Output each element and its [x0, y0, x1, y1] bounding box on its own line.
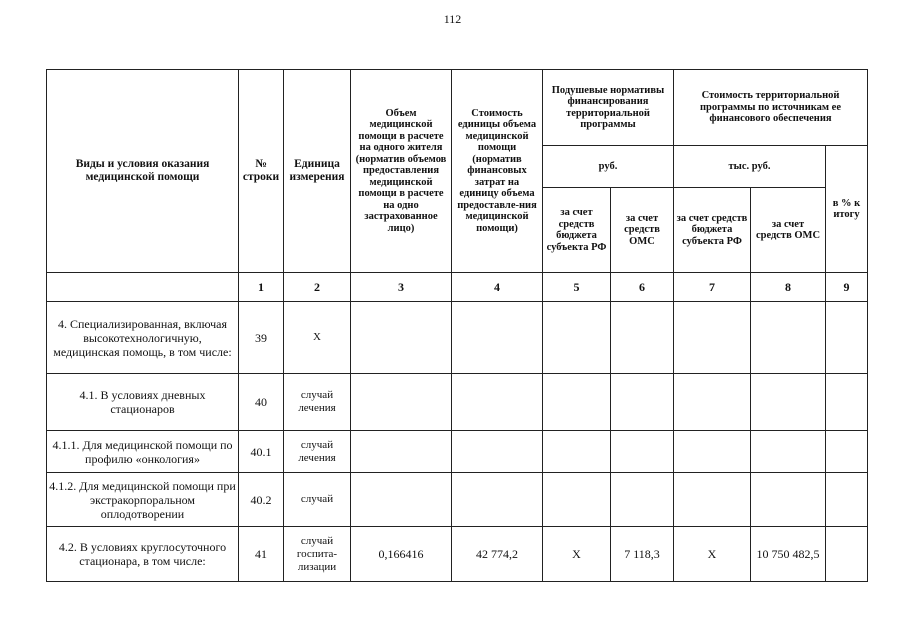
cell-oms: 7 118,3: [611, 527, 674, 582]
header-program-cost: Стоимость территориальной программы по источникам ее финансового обеспечения: [674, 70, 868, 146]
row-name: 4.1.2. Для медицинской помощи при экстракорпоральном оплодотворении: [47, 473, 239, 527]
row-number: 40: [239, 374, 284, 431]
header-budget-rf: за счет средств бюджета субъекта РФ: [543, 188, 611, 273]
header-oms: за счет средств ОМС: [611, 188, 674, 273]
header-volume: Объем медицинской помощи в расчете на одного жителя (норматив объемов предоставления медицинской помощи в расчете на одно застрахованное лицо): [351, 70, 452, 273]
row-number: 40.2: [239, 473, 284, 527]
cell-volume: [351, 302, 452, 374]
financing-table: [46, 69, 868, 582]
cell-oms-total: [751, 473, 826, 527]
column-number: [47, 273, 239, 302]
table-row: [47, 527, 868, 582]
cell-budget-rf: [543, 473, 611, 527]
cell-budget-rf: [543, 302, 611, 374]
column-number: 6: [611, 273, 674, 302]
cell-cost-unit: [452, 473, 543, 527]
cell-oms-total: [751, 431, 826, 473]
cell-cost-unit: 42 774,2: [452, 527, 543, 582]
cell-volume: [351, 473, 452, 527]
cell-oms-total: 10 750 482,5: [751, 527, 826, 582]
cell-percent: [826, 431, 868, 473]
cell-cost-unit: [452, 431, 543, 473]
row-number: 40.1: [239, 431, 284, 473]
header-row-no: № строки: [239, 70, 284, 273]
cell-volume: [351, 374, 452, 431]
header-thous-rub: тыс. руб.: [674, 146, 826, 188]
cell-volume: [351, 431, 452, 473]
cell-oms: [611, 473, 674, 527]
cell-percent: [826, 374, 868, 431]
header-rub: руб.: [543, 146, 674, 188]
cell-cost-unit: [452, 302, 543, 374]
cell-budget-rf-total: [674, 431, 751, 473]
header-unit: Единица измерения: [284, 70, 351, 273]
cell-budget-rf: X: [543, 527, 611, 582]
header-cost-unit: Стоимость единицы объема медицинской помощи (норматив финансовых затрат на единицу объема предоставле-ния медицинской помощи): [452, 70, 543, 273]
column-number: 2: [284, 273, 351, 302]
table-row: [47, 302, 868, 374]
cell-budget-rf-total: [674, 302, 751, 374]
row-unit: случай лечения: [284, 431, 351, 473]
cell-oms-total: [751, 374, 826, 431]
row-number: 41: [239, 527, 284, 582]
row-name: 4.1.1. Для медицинской помощи по профилю «онкология»: [47, 431, 239, 473]
cell-percent: [826, 527, 868, 582]
cell-oms: [611, 374, 674, 431]
table-row: [47, 473, 868, 527]
row-name: 4.2. В условиях круглосуточного стационара, в том числе:: [47, 527, 239, 582]
row-unit: случай: [284, 473, 351, 527]
header-kind: Виды и условия оказания медицинской помощи: [47, 70, 239, 273]
column-number: 3: [351, 273, 452, 302]
cell-volume: 0,166416: [351, 527, 452, 582]
row-unit: случай лечения: [284, 374, 351, 431]
column-number: 9: [826, 273, 868, 302]
cell-budget-rf: [543, 374, 611, 431]
column-number: 8: [751, 273, 826, 302]
cell-oms-total: [751, 302, 826, 374]
row-unit: случай госпита-лизации: [284, 527, 351, 582]
cell-oms: [611, 302, 674, 374]
cell-cost-unit: [452, 374, 543, 431]
column-number: 1: [239, 273, 284, 302]
cell-budget-rf-total: X: [674, 527, 751, 582]
column-number: 5: [543, 273, 611, 302]
cell-percent: [826, 473, 868, 527]
cell-budget-rf: [543, 431, 611, 473]
header-per-capita: Подушевые нормативы финансирования территориальной программы: [543, 70, 674, 146]
row-unit: X: [284, 302, 351, 374]
cell-oms: [611, 431, 674, 473]
page-number: 112: [443, 12, 462, 26]
cell-percent: [826, 302, 868, 374]
table-row: [47, 374, 868, 431]
column-number: 4: [452, 273, 543, 302]
table-row: [47, 431, 868, 473]
column-number: 7: [674, 273, 751, 302]
row-number: 39: [239, 302, 284, 374]
row-name: 4.1. В условиях дневных стационаров: [47, 374, 239, 431]
header-percent: в % к итогу: [826, 146, 868, 273]
header-budget-rf-2: за счет средств бюджета субъекта РФ: [674, 188, 751, 273]
column-number-row: [47, 273, 868, 302]
row-name: 4. Специализированная, включая высокотехнологичную, медицинская помощь, в том числе:: [47, 302, 239, 374]
cell-budget-rf-total: [674, 374, 751, 431]
header-oms-2: за счет средств ОМС: [751, 188, 826, 273]
cell-budget-rf-total: [674, 473, 751, 527]
